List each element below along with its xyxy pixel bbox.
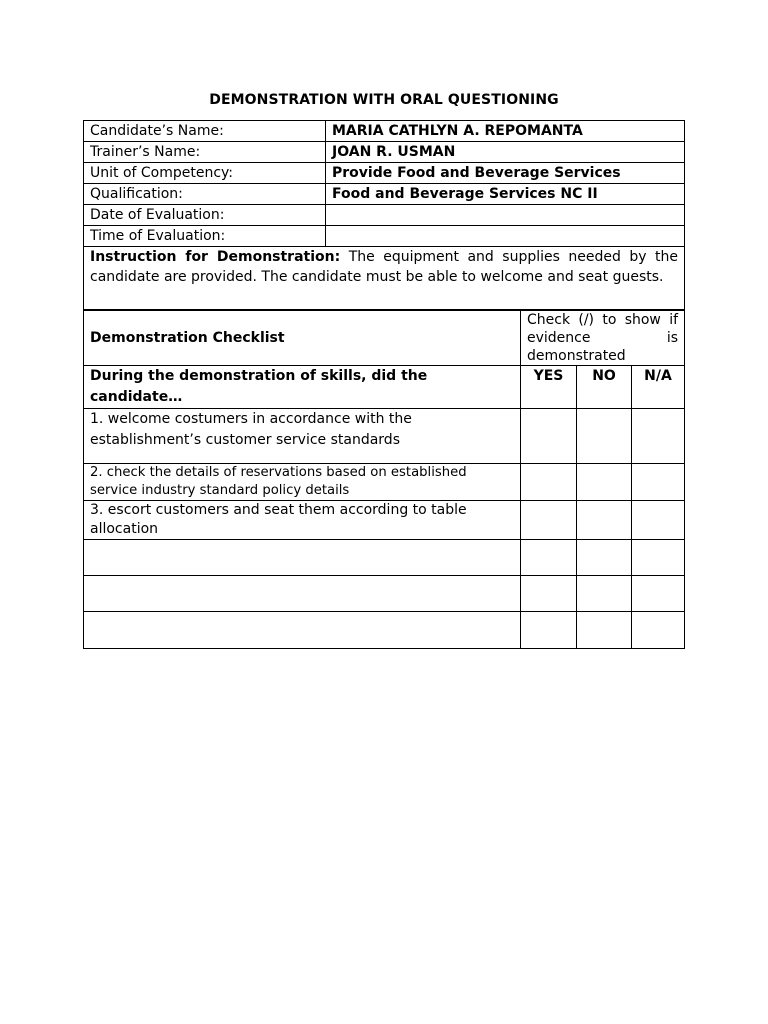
instruction-text: The equipment and supplies needed by the candidate are provided. The candidate must be able to welcome and seat guests. [90, 249, 678, 285]
checklist-header-row [84, 311, 685, 366]
no-checkbox-cell[interactable] [577, 576, 632, 612]
yes-checkbox-cell[interactable] [521, 540, 577, 576]
checklist-item: 3. escort customers and seat them according to table allocation [84, 501, 521, 540]
info-label: Date of Evaluation: [84, 205, 326, 226]
check-note-line: demonstrated [527, 348, 626, 364]
no-checkbox-cell[interactable] [577, 540, 632, 576]
checklist-row [84, 464, 685, 501]
info-label: Time of Evaluation: [84, 226, 326, 247]
instruction-label: Instruction for Demonstration: [90, 249, 341, 265]
checklist-item[interactable] [84, 612, 521, 649]
na-checkbox-cell[interactable] [632, 501, 685, 540]
document-title: DEMONSTRATION WITH ORAL QUESTIONING [209, 92, 559, 108]
info-label: Candidate’s Name: [84, 121, 326, 142]
info-row-trainer [84, 142, 685, 163]
info-label: Qualification: [84, 184, 326, 205]
info-row-unit [84, 163, 685, 184]
column-yes: YES [521, 366, 577, 409]
info-row-time [84, 226, 685, 247]
checklist-item: 2. check the details of reservations based on established service industry standard policy details [84, 464, 521, 501]
instruction-cell [84, 247, 685, 310]
na-checkbox-cell[interactable] [632, 464, 685, 501]
checklist-row [84, 540, 685, 576]
no-checkbox-cell[interactable] [577, 612, 632, 649]
na-checkbox-cell[interactable] [632, 540, 685, 576]
yes-checkbox-cell[interactable] [521, 464, 577, 501]
check-note-line: evidence is [527, 330, 679, 346]
checklist-row [84, 501, 685, 540]
checklist-row [84, 576, 685, 612]
info-label: Unit of Competency: [84, 163, 326, 184]
info-value: JOAN R. USMAN [326, 142, 685, 163]
yes-checkbox-cell[interactable] [521, 409, 577, 464]
check-note-line: Check (/) to show if [527, 312, 679, 328]
column-no: NO [577, 366, 632, 409]
no-checkbox-cell[interactable] [577, 409, 632, 464]
no-checkbox-cell[interactable] [577, 501, 632, 540]
info-row-qualification [84, 184, 685, 205]
yes-checkbox-cell[interactable] [521, 501, 577, 540]
checklist-item: 1. welcome costumers in accordance with the establishment’s customer service standards [84, 409, 521, 464]
na-checkbox-cell[interactable] [632, 409, 685, 464]
yes-checkbox-cell[interactable] [521, 612, 577, 649]
date-of-evaluation-field[interactable] [326, 205, 685, 226]
column-na: N/A [632, 366, 685, 409]
info-value: Provide Food and Beverage Services [326, 163, 685, 184]
info-value: MARIA CATHLYN A. REPOMANTA [326, 121, 685, 142]
demonstration-checklist-table [83, 310, 685, 649]
na-checkbox-cell[interactable] [632, 576, 685, 612]
checklist-item[interactable] [84, 540, 521, 576]
yes-checkbox-cell[interactable] [521, 576, 577, 612]
question-row [84, 366, 685, 409]
checklist-row [84, 409, 685, 464]
checklist-row [84, 612, 685, 649]
instruction-row [84, 247, 685, 310]
candidate-info-table [83, 120, 685, 310]
info-row-date [84, 205, 685, 226]
checklist-item[interactable] [84, 576, 521, 612]
info-row-candidate [84, 121, 685, 142]
checklist-heading: Demonstration Checklist [84, 311, 521, 366]
checklist-question: During the demonstration of skills, did the candidate… [84, 366, 521, 409]
time-of-evaluation-field[interactable] [326, 226, 685, 247]
no-checkbox-cell[interactable] [577, 464, 632, 501]
info-label: Trainer’s Name: [84, 142, 326, 163]
na-checkbox-cell[interactable] [632, 612, 685, 649]
info-value: Food and Beverage Services NC II [326, 184, 685, 205]
check-instruction [521, 311, 685, 366]
